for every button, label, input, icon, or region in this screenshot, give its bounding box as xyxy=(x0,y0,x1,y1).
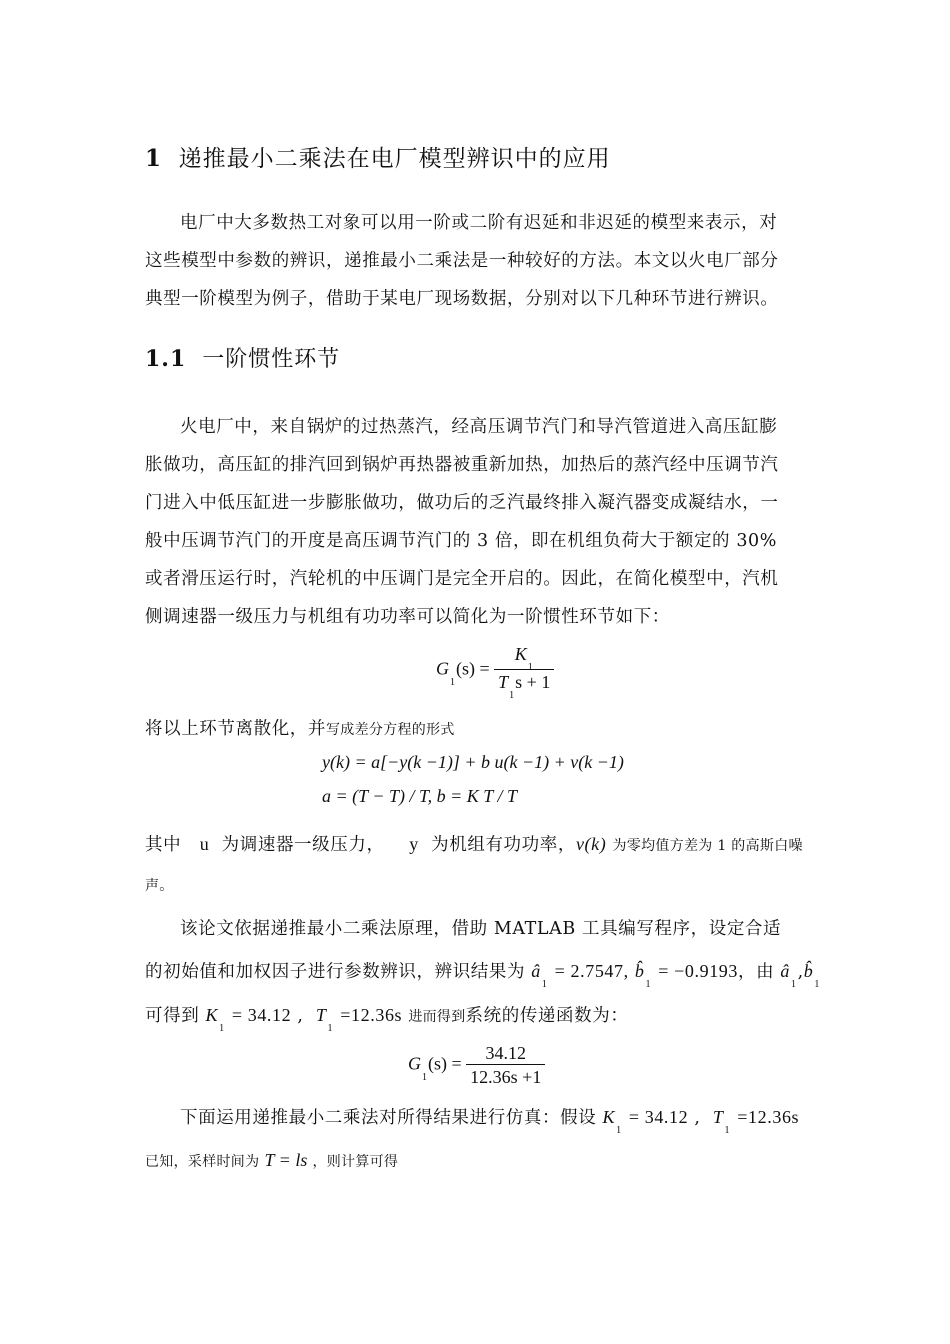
subsection-title: 一阶惯性环节 xyxy=(202,347,341,372)
paragraph-line: 门进入中低压缸进一步膨胀做功，做功后的乏汽最终排入凝汽器变成凝结水，一 xyxy=(145,493,779,513)
transfer-function-2: $G_1(s)$ = $\frac{34.12}{12.36s +1}$ xyxy=(408,1042,545,1089)
subsection-number: 1.1 xyxy=(145,346,187,372)
section-number: 1 xyxy=(145,145,163,172)
para3-line2: 已知，采样时间为 T = ls ，则计算可得 xyxy=(145,1150,399,1170)
fraction: $\frac{34.12}{12.36s +1}$ xyxy=(466,1042,545,1089)
where-line-end: 声。 xyxy=(145,878,174,894)
difference-equation: y(k) = a[−y(k −1)] + b u(k −1) + v(k −1) xyxy=(322,752,624,772)
paragraph-line: 火电厂中，来自锅炉的过热蒸汽，经高压调节汽门和导汽管道进入高压缸膨 xyxy=(180,417,778,437)
para3-line1: 下面运用递推最小二乘法对所得结果进行仿真：假设 $K_1 = 34.12$ , $T_1 =12.36s$ xyxy=(180,1107,800,1136)
fraction: $\frac{K_1}{T_1s + 1}$ xyxy=(494,643,554,698)
parameter-equation: a = (T − T) / T, b = K T / T xyxy=(322,786,518,806)
paragraph-line: 典型一阶模型为例子，借助于某电厂现场数据，分别对以下几种环节进行辨识。 xyxy=(145,289,779,309)
paragraph-line: 胀做功，高压缸的排汽回到锅炉再热器被重新加热，加热后的蒸汽经中压调节汽 xyxy=(145,455,779,475)
subsection-heading xyxy=(145,342,340,373)
intro-paragraph xyxy=(145,204,779,318)
para2-line2: 的初始值和加权因子进行参数辨识，辨识结果为 $â_1 = 2.7547$, $b̂_1 = -0.9193$，由 $â_1,b̂_1$ xyxy=(145,961,820,990)
where-line: 其中 u 为调速器一级压力， y 为机组有功功率，v(k) 为零均值方差为 1 的高斯白噪 xyxy=(145,834,803,855)
paragraph-line: 般中压调节汽门的开度是高压调节汽门的 3 倍，即在机组负荷大于额定的 30% xyxy=(145,531,778,551)
paragraph-line: 或者滑压运行时，汽轮机的中压调门是完全开启的。因此，在简化模型中，汽机 xyxy=(145,569,779,589)
paragraph-line: 这些模型中参数的辨识，递推最小二乘法是一种较好的方法。本文以火电厂部分 xyxy=(145,251,779,271)
para2-line1: 该论文依据递推最小二乘法原理，借助 MATLAB 工具编写程序，设定合适 xyxy=(180,919,782,939)
paragraph-line: 电厂中大多数热工对象可以用一阶或二阶有迟延和非迟延的模型来表示，对 xyxy=(180,213,778,233)
transfer-function-1: $G_1(s)$ = $\frac{K_1}{T_1s + 1}$ xyxy=(436,643,554,698)
para2-line3: 可得到 $K_1 = 34.12$ , $T_1 =12.36s$ 进而得到系统的传递函数为： xyxy=(145,1005,629,1034)
body-paragraph xyxy=(145,408,779,636)
section-heading xyxy=(145,140,611,173)
section-title: 递推最小二乘法在电厂模型辨识中的应用 xyxy=(178,146,611,172)
discretize-line: 将以上环节离散化，并写成差分方程的形式 xyxy=(145,719,455,739)
paragraph-line: 侧调速器一级压力与机组有功功率可以简化为一阶惯性环节如下： xyxy=(145,607,670,627)
